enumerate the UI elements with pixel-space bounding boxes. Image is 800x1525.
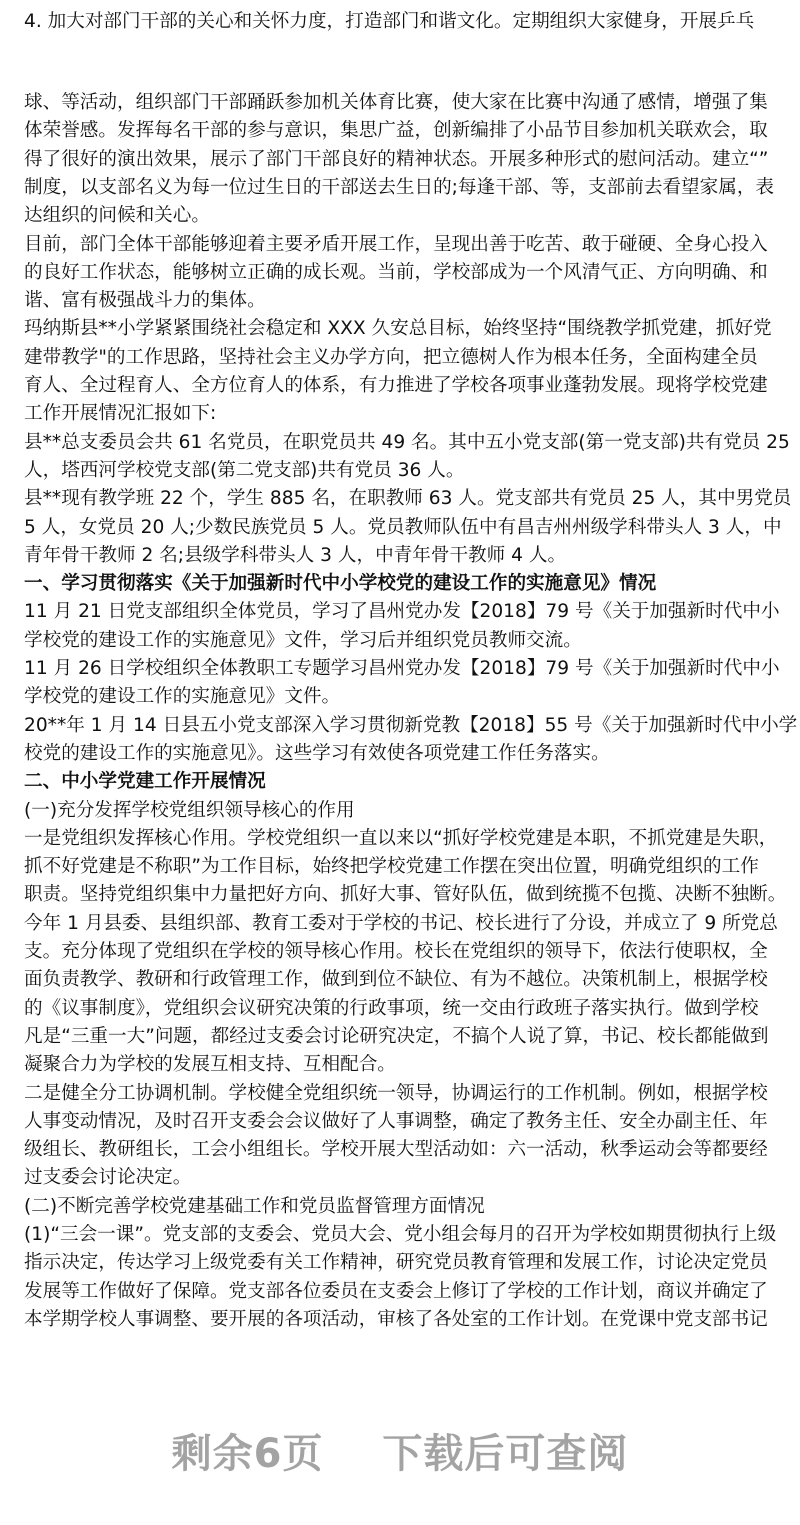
- text-line: 人，塔西河学校党支部(第二党支部)共有党员 36 人。: [24, 459, 465, 481]
- text-line: 支。充分体现了党组织在学校的领导核心作用。校长在党组织的领导下，依法行使职权，全: [24, 941, 768, 962]
- text-line: 面负责教学、教研和行政管理工作，做到到位不缺位、有为不越位。决策机制上，根据学校: [24, 969, 768, 991]
- text-line: (二)不断完善学校党建基础工作和党员监督管理方面情况: [24, 1195, 485, 1217]
- text-line: 建带教学"的工作思路，坚持社会主义办学方向，把立德树人作为根本任务，全面构建全员: [24, 346, 758, 368]
- text-line: 11 月 21 日党支部组织全体党员，学习了昌州党办发【2018】79 号《关于加强新时代中小: [24, 601, 780, 623]
- text-line: 玛纳斯县**小学紧紧围绕社会稳定和 XXX 久安总目标，始终坚持“围绕教学抓党建，抓好党: [24, 318, 772, 340]
- text-line: 体荣誉感。发挥每名干部的参与意识，集思广益，创新编排了小品节目参加机关联欢会，取: [24, 120, 768, 142]
- text-line: 抓不好党建是不称职”为工作目标，始终把学校党建工作摆在突出位置，明确党组织的工作: [24, 856, 759, 878]
- text-line: 青年骨干教师 2 名;县级学科带头人 3 人，中青年骨干教师 4 人。: [24, 544, 567, 566]
- text-line: 育人、全过程育人、全方位育人的体系，有力推进了学校各项事业蓬勃发展。现将学校党建: [24, 375, 768, 396]
- text-line: 5 人，女党员 20 人;少数民族党员 5 人。党员教师队伍中有昌吉州州级学科带头人 3 人，中: [24, 516, 782, 538]
- remaining-pages-label: 剩余6页: [171, 1431, 324, 1477]
- text-line: 本学期学校人事调整、要开展的各项活动，审核了各处室的工作计划。在党课中党支部书记: [24, 1308, 768, 1330]
- text-line: 工作开展情况汇报如下:: [24, 403, 217, 425]
- text-line: 县**总支委员会共 61 名党员，在职党员共 49 名。其中五小党支部(第一党支部)共有党员 25: [24, 431, 790, 453]
- text-line: 得了很好的演出效果，展示了部门干部良好的精神状态。开展多种形式的慰问活动。建立“”: [24, 148, 769, 170]
- text-line: 谐、富有极强战斗力的集体。: [24, 290, 266, 312]
- text-line: 级组长、教研组长，工会小组组长。学校开展大型活动如：六一活动，秋季运动会等都要经: [24, 1139, 768, 1161]
- download-to-view-label: 下载后可查阅: [382, 1431, 629, 1477]
- text-line: 学校党的建设工作的实施意见》文件，学习后并组织党员教师交流。: [24, 629, 582, 651]
- text-line: 制度，以支部名义为每一位过生日的干部送去生日的;每逢干部、等，支部前去看望家属，表: [24, 176, 775, 198]
- section-heading: 二、中小学党建工作开展情况: [24, 771, 266, 793]
- text-line: 达组织的问候和关心。: [24, 205, 210, 227]
- section-heading: 一、学习贯彻落实《关于加强新时代中小学校党的建设工作的实施意见》情况: [24, 573, 657, 595]
- text-line: 凡是“三重一大”问题，都经过支委会讨论研究决定，不搞个人说了算，书记、校长都能做到: [24, 1025, 769, 1047]
- text-line: 县**现有教学班 22 个，学生 885 名，在职教师 63 人。党支部共有党员 25 人，其中男党员: [24, 488, 792, 510]
- text-line: 一是党组织发挥核心作用。学校党组织一直以来以“抓好学校党建是本职，不抓党建是失职，: [24, 827, 778, 849]
- text-line: 的良好工作状态，能够树立正确的成长观。当前，学校部成为一个风清气正、方向明确、和: [24, 261, 768, 283]
- text-line: 发展等工作做好了保障。党支部各位委员在支委会上修订了学校的工作计划，商议并确定了: [24, 1280, 768, 1302]
- text-line: 20**年 1 月 14 日县五小党支部深入学习贯彻新党教【2018】55 号《关于加强新时代中小学: [24, 714, 798, 736]
- text-line: 学校党的建设工作的实施意见》文件。: [24, 686, 341, 708]
- text-line: 11 月 26 日学校组织全体教职工专题学习昌州党办发【2018】79 号《关于加强新时代中小: [24, 658, 780, 679]
- download-prompt[interactable]: [0, 1422, 800, 1479]
- text-line: 球、等活动，组织部门干部踊跃参加机关体育比赛，使大家在比赛中沟通了感情，增强了集: [24, 92, 768, 113]
- text-line: 过支委会讨论决定。: [24, 1167, 192, 1189]
- text-line: 的《议事制度》，党组织会议研究决策的行政事项，统一交由行政班子落实执行。做到学校: [24, 997, 759, 1019]
- text-line: 职责。坚持党组织集中力量把好方向、抓好大事、管好队伍，做到统揽不包揽、决断不独断。: [24, 884, 787, 906]
- text-line: 校党的建设工作的实施意见》。这些学习有效使各项党建工作任务落实。: [24, 742, 610, 764]
- text-line: 指示决定，传达学习上级党委有关工作精神，研究党员教育管理和发展工作，讨论决定党员: [24, 1252, 768, 1274]
- text-line: 人事变动情况，及时召开支委会会议做好了人事调整，确定了教务主任、安全办副主任、年: [24, 1110, 768, 1132]
- text-line: (一)充分发挥学校党组织领导核心的作用: [24, 799, 355, 821]
- text-line: 目前，部门全体干部能够迎着主要矛盾开展工作，呈现出善于吃苦、敢于碰硬、全身心投入: [24, 233, 768, 255]
- text-line: (1)“三会一课”。党支部的支委会、党员大会、党小组会每月的召开为学校如期贯彻执行上级: [24, 1224, 777, 1245]
- text-line: 今年 1 月县委、县组织部、教育工委对于学校的书记、校长进行了分设，并成立了 9 所党总: [24, 912, 778, 934]
- text-line: 凝聚合力为学校的发展互相支持、互相配合。: [24, 1054, 396, 1076]
- text-line: 4. 加大对部门干部的关心和关怀力度，打造部门和谐文化。定期组织大家健身，开展乒乓: [24, 11, 755, 32]
- text-line: 二是健全分工协调机制。学校健全党组织统一领导，协调运行的工作机制。例如，根据学校: [24, 1082, 768, 1104]
